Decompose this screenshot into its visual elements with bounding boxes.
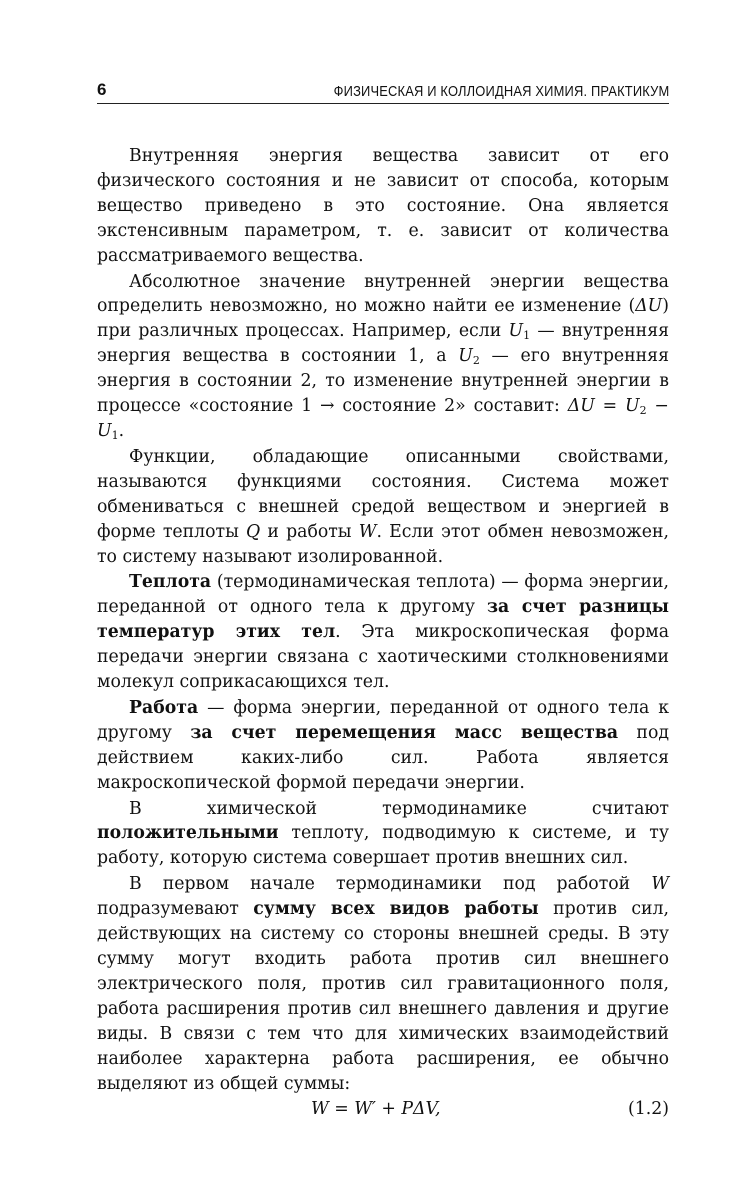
equation-expression: W = W′ + PΔV,	[311, 1099, 441, 1120]
paragraph-internal-energy: Внутренняя энергия вещества зависит от его физического состояния и не зависит от способа, которым вещество приведено в это состояние. Она является экстенсивным параметром, т. е. зависит от количества рассматриваемого вещества.	[97, 146, 669, 266]
page-header	[97, 74, 669, 100]
running-title: ФИЗИЧЕСКАЯ И КОЛЛОИДНАЯ ХИМИЯ. ПРАКТИКУМ	[333, 83, 669, 100]
paragraph-absolute-value: Абсолютное значение внутренней энергии вещества определить невозможно, но можно найти ее изменение (ΔU) при различных процессах. Например, если $U_1$ — внутренняя энергия вещества в состоянии 1, а $U_2$ — его внутренняя энергия в состоянии 2, то изменение внутренней энергии в процессе «состояние 1 → состояние 2» составит: $\Delta U = U_2 - U_1$.	[97, 271, 669, 442]
equation-number: (1.2)	[628, 1099, 669, 1120]
paragraph-first-law: В первом начале термодинамики под работой W подразумевают сумму всех видов работы против сил, действующих на систему со стороны внешней среды. В эту сумму могут входить работа против сил внешнего электрического поля, против сил гравитационного поля, работа расширения против сил внешнего давления и другие виды. В связи с тем что для химических взаимодействий наиболее характерна работа расширения, ее обычно выделяют из общей суммы:	[97, 874, 669, 1094]
header-rule	[97, 103, 669, 104]
page-number: 6	[97, 80, 107, 99]
paragraph-work: Работа — форма энергии, переданной от одного тела к другому за счет перемещения масс вещества под действием каких-либо сил. Работа является макроскопической формой передачи энергии.	[97, 697, 669, 793]
paragraph-sign-convention: В химической термодинамике считают положительными теплоту, подводимую к системе, и ту работу, которую система совершает против внешних сил.	[97, 798, 669, 869]
equation-1-2	[97, 1097, 669, 1123]
page-body	[97, 144, 669, 1123]
paragraph-state-functions: Функции, обладающие описанными свойствами, называются функциями состояния. Система может обмениваться с внешней средой веществом и энергией в форме теплоты Q и работы W. Если этот обмен невозможен, то систему называют изолированной.	[97, 446, 669, 567]
paragraph-heat: Теплота (термодинамическая теплота) — форма энергии, переданной от одного тела к другому за счет разницы температур этих тел. Эта микроскопическая форма передачи энергии связана с хаотическими столкновениями молекул соприкасающихся тел.	[97, 572, 670, 693]
